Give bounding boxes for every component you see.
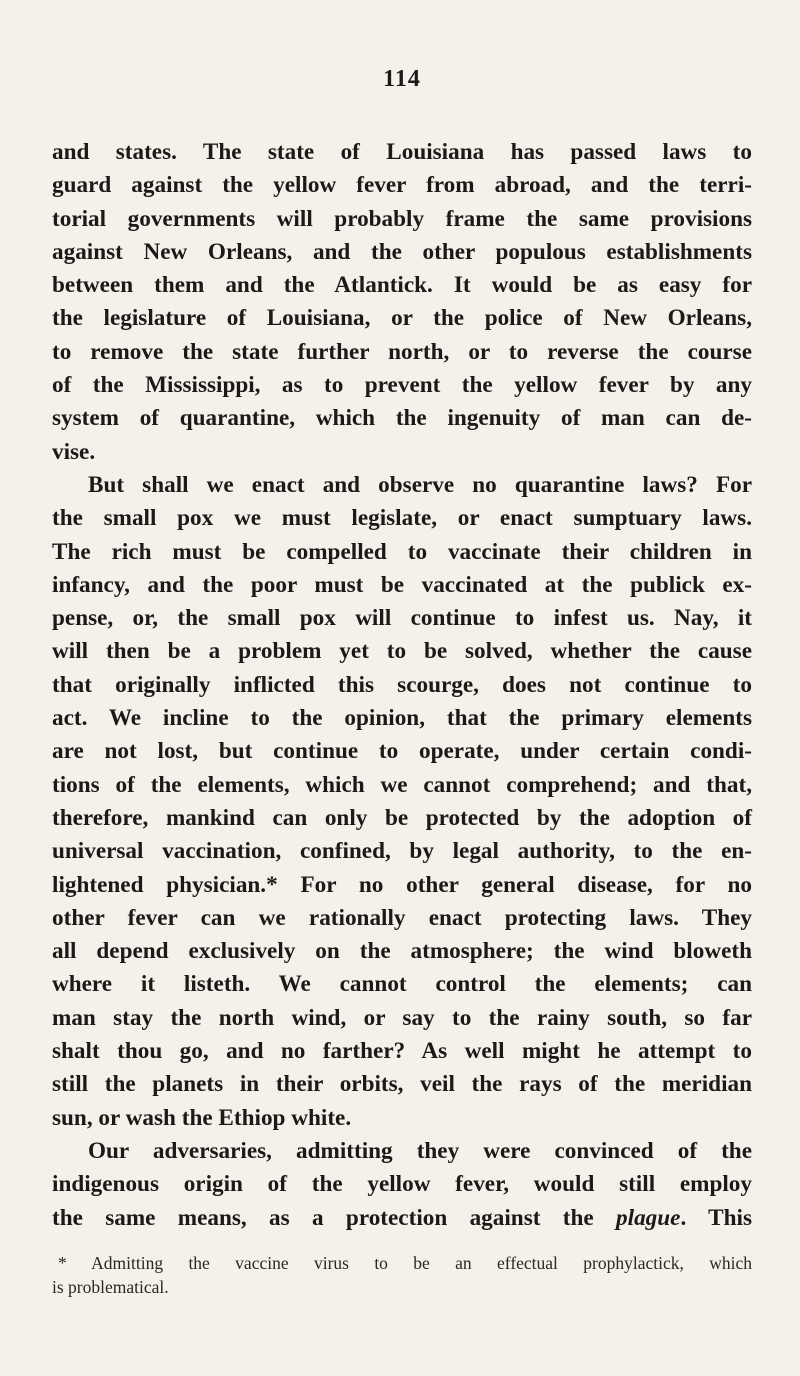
text-line: tions of the elements, which we cannot comprehend; and that,: [52, 771, 752, 798]
text-line: still the planets in their orbits, veil the rays of the meridian: [52, 1071, 752, 1098]
text-line: guard against the yellow fever from abroad, and the terri-: [52, 172, 752, 199]
text-line: are not lost, but continue to operate, under certain condi-: [52, 738, 752, 765]
text-line: universal vaccination, confined, by legal authority, to the en-: [52, 838, 752, 865]
text-line: against New Orleans, and the other populous establishments: [52, 238, 752, 265]
text-line: lightened physician.* For no other general disease, for no: [52, 871, 752, 898]
text-line: system of quarantine, which the ingenuity of man can de-: [52, 405, 752, 432]
text-line: vise.: [52, 438, 96, 465]
body-text: [52, 136, 752, 1235]
footnote: [52, 1251, 752, 1299]
italic-word: plague: [616, 1204, 681, 1231]
text-line: man stay the north wind, or say to the rainy south, so far: [52, 1004, 752, 1031]
text-line: will then be a problem yet to be solved, whether the cause: [52, 638, 752, 665]
text-line: infancy, and the poor must be vaccinated at the publick ex-: [52, 571, 752, 598]
page-number: 114: [383, 66, 421, 92]
text-line: shalt thou go, and no farther? As well might he attempt to: [52, 1038, 752, 1065]
text-line: Our adversaries, admitting they were convinced of the: [88, 1137, 752, 1164]
text-line: therefore, mankind can only be protected by the adoption of: [52, 804, 752, 831]
text-segment: . This: [680, 1204, 752, 1231]
text-line: other fever can we rationally enact protecting laws. They: [52, 904, 752, 931]
text-line: the legislature of Louisiana, or the police of New Orleans,: [52, 305, 752, 332]
text-line: indigenous origin of the yellow fever, would still employ: [52, 1171, 752, 1198]
text-line: to remove the state further north, or to reverse the course: [52, 338, 752, 365]
text-line: where it listeth. We cannot control the elements; can: [52, 971, 752, 998]
text-line-final: [52, 1202, 752, 1235]
text-line: of the Mississippi, as to prevent the yellow fever by any: [52, 372, 752, 399]
footnote-line: is problematical.: [52, 1276, 169, 1297]
footnote-line: * Admitting the vaccine virus to be an effectual prophylactick, which: [58, 1252, 752, 1273]
text-line: act. We incline to the opinion, that the primary elements: [52, 705, 752, 732]
text-line: that originally inflicted this scourge, does not continue to: [52, 671, 752, 698]
text-line: torial governments will probably frame the same provisions: [52, 205, 752, 232]
text-line: and states. The state of Louisiana has passed laws to: [52, 139, 752, 165]
text-line: the small pox we must legislate, or enact sumptuary laws.: [52, 505, 752, 532]
text-line: But shall we enact and observe no quarantine laws? For: [88, 471, 752, 498]
text-line: between them and the Atlantick. It would be as easy for: [52, 272, 752, 299]
book-page: [52, 66, 752, 1299]
text-line: all depend exclusively on the atmosphere; the wind bloweth: [52, 938, 752, 965]
text-segment: the same means, as a protection against the: [52, 1204, 617, 1231]
text-line: The rich must be compelled to vaccinate their children in: [52, 538, 752, 565]
text-line: sun, or wash the Ethiop white.: [52, 1104, 352, 1131]
text-line: pense, or, the small pox will continue to infest us. Nay, it: [52, 605, 752, 632]
